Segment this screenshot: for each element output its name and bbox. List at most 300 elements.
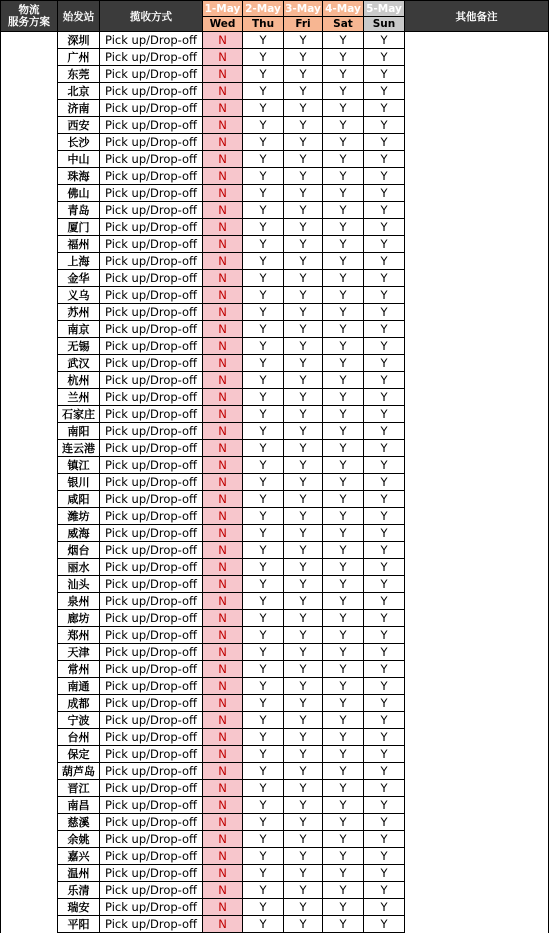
availability-cell: Y (243, 287, 284, 304)
availability-cell: Y (284, 151, 323, 168)
availability-cell: Y (364, 780, 405, 797)
availability-cell: N (203, 610, 243, 627)
availability-cell: Y (323, 440, 364, 457)
origin-station-cell: 葫芦岛 (58, 763, 100, 780)
availability-cell: Y (364, 219, 405, 236)
availability-cell: Y (323, 627, 364, 644)
availability-cell: Y (284, 83, 323, 100)
availability-cell: Y (243, 389, 284, 406)
availability-cell: Y (323, 661, 364, 678)
weekday-header-3: Fri (284, 17, 323, 32)
availability-cell: Y (284, 865, 323, 882)
pickup-method-cell: Pick up/Drop-off (100, 117, 203, 134)
availability-cell: Y (284, 406, 323, 423)
availability-cell: Y (323, 134, 364, 151)
availability-cell: Y (284, 49, 323, 66)
availability-cell: Y (284, 797, 323, 814)
origin-station-cell: 青岛 (58, 202, 100, 219)
origin-station-cell: 南阳 (58, 423, 100, 440)
availability-cell: Y (323, 695, 364, 712)
availability-cell: Y (284, 848, 323, 865)
availability-cell: Y (243, 746, 284, 763)
availability-cell: Y (364, 168, 405, 185)
availability-cell: N (203, 49, 243, 66)
origin-station-cell: 威海 (58, 525, 100, 542)
availability-cell: N (203, 678, 243, 695)
availability-cell: Y (323, 831, 364, 848)
pickup-method-cell: Pick up/Drop-off (100, 440, 203, 457)
schedule-rows (1, 32, 549, 933)
origin-station-cell: 嘉兴 (58, 848, 100, 865)
availability-cell: N (203, 814, 243, 831)
availability-cell: Y (364, 610, 405, 627)
availability-cell: Y (364, 882, 405, 899)
availability-cell: Y (323, 712, 364, 729)
availability-cell: Y (284, 814, 323, 831)
availability-cell: Y (243, 865, 284, 882)
origin-station-cell: 保定 (58, 746, 100, 763)
availability-cell: N (203, 355, 243, 372)
availability-cell: Y (243, 270, 284, 287)
availability-cell: Y (243, 151, 284, 168)
availability-cell: Y (364, 678, 405, 695)
pickup-method-cell: Pick up/Drop-off (100, 763, 203, 780)
availability-cell: Y (323, 304, 364, 321)
pickup-method-cell: Pick up/Drop-off (100, 491, 203, 508)
availability-cell: Y (284, 746, 323, 763)
availability-cell: N (203, 593, 243, 610)
availability-cell: Y (364, 627, 405, 644)
availability-cell: Y (243, 321, 284, 338)
availability-cell: Y (284, 916, 323, 933)
availability-cell: Y (243, 644, 284, 661)
availability-cell: N (203, 287, 243, 304)
availability-cell: Y (364, 134, 405, 151)
availability-cell: Y (364, 83, 405, 100)
availability-cell: N (203, 134, 243, 151)
pickup-method-cell: Pick up/Drop-off (100, 372, 203, 389)
availability-cell: Y (284, 185, 323, 202)
availability-cell: N (203, 66, 243, 83)
availability-cell: Y (284, 66, 323, 83)
origin-station-cell: 台州 (58, 729, 100, 746)
availability-cell: Y (364, 304, 405, 321)
pickup-method-cell: Pick up/Drop-off (100, 576, 203, 593)
availability-cell: Y (243, 406, 284, 423)
availability-cell: N (203, 253, 243, 270)
availability-cell: Y (284, 678, 323, 695)
availability-cell: Y (364, 644, 405, 661)
availability-cell: Y (284, 763, 323, 780)
origin-station-cell: 温州 (58, 865, 100, 882)
pickup-method-cell: Pick up/Drop-off (100, 882, 203, 899)
pickup-method-cell: Pick up/Drop-off (100, 729, 203, 746)
origin-station-cell: 常州 (58, 661, 100, 678)
availability-cell: Y (284, 525, 323, 542)
availability-cell: N (203, 32, 243, 49)
availability-cell: Y (323, 338, 364, 355)
availability-cell: Y (284, 236, 323, 253)
origin-station-cell: 深圳 (58, 32, 100, 49)
pickup-method-cell: Pick up/Drop-off (100, 695, 203, 712)
availability-cell: N (203, 321, 243, 338)
availability-cell: Y (284, 644, 323, 661)
availability-cell: Y (323, 508, 364, 525)
origin-station-cell: 中山 (58, 151, 100, 168)
availability-cell: Y (323, 32, 364, 49)
availability-cell: Y (243, 66, 284, 83)
pickup-method-cell: Pick up/Drop-off (100, 661, 203, 678)
date-header-4: 4-May (323, 1, 364, 17)
origin-station-cell: 汕头 (58, 576, 100, 593)
availability-cell: Y (364, 270, 405, 287)
availability-cell: Y (284, 831, 323, 848)
origin-station-cell: 慈溪 (58, 814, 100, 831)
availability-cell: Y (243, 83, 284, 100)
pickup-method-cell: Pick up/Drop-off (100, 899, 203, 916)
availability-cell: N (203, 712, 243, 729)
availability-cell: N (203, 423, 243, 440)
pickup-method-cell: Pick up/Drop-off (100, 151, 203, 168)
pickup-method-cell: Pick up/Drop-off (100, 848, 203, 865)
origin-station-cell: 瑞安 (58, 899, 100, 916)
availability-cell: Y (323, 202, 364, 219)
availability-cell: N (203, 304, 243, 321)
availability-cell: N (203, 117, 243, 134)
availability-cell: Y (243, 797, 284, 814)
availability-cell: Y (364, 508, 405, 525)
availability-cell: Y (323, 219, 364, 236)
origin-station-cell: 南通 (58, 678, 100, 695)
availability-cell: N (203, 746, 243, 763)
origin-station-cell: 长沙 (58, 134, 100, 151)
availability-cell: Y (323, 83, 364, 100)
availability-cell: Y (284, 100, 323, 117)
availability-cell: Y (243, 882, 284, 899)
pickup-method-cell: Pick up/Drop-off (100, 525, 203, 542)
availability-cell: Y (243, 117, 284, 134)
availability-cell: Y (284, 219, 323, 236)
availability-cell: Y (323, 542, 364, 559)
availability-cell: Y (243, 729, 284, 746)
availability-cell: Y (284, 117, 323, 134)
availability-cell: Y (243, 491, 284, 508)
date-header-1: 1-May (203, 1, 243, 17)
availability-cell: Y (323, 236, 364, 253)
pickup-method-cell: Pick up/Drop-off (100, 389, 203, 406)
availability-cell: Y (364, 117, 405, 134)
weekday-header-5: Sun (364, 17, 405, 32)
availability-cell: Y (364, 423, 405, 440)
availability-cell: Y (243, 457, 284, 474)
pickup-method-cell: Pick up/Drop-off (100, 627, 203, 644)
availability-cell: Y (243, 525, 284, 542)
date-header-2: 2-May (243, 1, 284, 17)
availability-cell: N (203, 627, 243, 644)
availability-cell: Y (243, 678, 284, 695)
availability-cell: Y (323, 729, 364, 746)
availability-cell: N (203, 797, 243, 814)
availability-cell: Y (243, 508, 284, 525)
pickup-method-cell: Pick up/Drop-off (100, 100, 203, 117)
availability-cell: Y (323, 100, 364, 117)
pickup-method-cell: Pick up/Drop-off (100, 83, 203, 100)
availability-cell: Y (364, 746, 405, 763)
availability-cell: Y (243, 168, 284, 185)
availability-cell: N (203, 865, 243, 882)
availability-cell: Y (323, 457, 364, 474)
availability-cell: Y (364, 916, 405, 933)
availability-cell: Y (243, 338, 284, 355)
origin-station-cell: 石家庄 (58, 406, 100, 423)
availability-cell: Y (364, 457, 405, 474)
availability-cell: Y (364, 355, 405, 372)
availability-cell: Y (284, 508, 323, 525)
pickup-method-cell: Pick up/Drop-off (100, 406, 203, 423)
origin-station-cell: 连云港 (58, 440, 100, 457)
availability-cell: N (203, 848, 243, 865)
availability-cell: N (203, 202, 243, 219)
availability-cell: Y (243, 559, 284, 576)
availability-cell: Y (284, 559, 323, 576)
availability-cell: Y (323, 423, 364, 440)
availability-cell: N (203, 508, 243, 525)
availability-cell: N (203, 151, 243, 168)
pickup-method-cell: Pick up/Drop-off (100, 270, 203, 287)
availability-cell: N (203, 661, 243, 678)
availability-cell: Y (323, 372, 364, 389)
origin-station-cell: 烟台 (58, 542, 100, 559)
availability-cell: Y (364, 729, 405, 746)
origin-station-cell: 成都 (58, 695, 100, 712)
availability-cell: Y (364, 661, 405, 678)
pickup-method-cell: Pick up/Drop-off (100, 746, 203, 763)
pickup-method-cell: Pick up/Drop-off (100, 304, 203, 321)
availability-cell: Y (323, 168, 364, 185)
availability-cell: Y (323, 389, 364, 406)
availability-cell: Y (364, 236, 405, 253)
availability-cell: N (203, 372, 243, 389)
date-header-5: 5-May (364, 1, 405, 17)
origin-station-cell: 佛山 (58, 185, 100, 202)
origin-station-cell: 郑州 (58, 627, 100, 644)
availability-cell: Y (284, 695, 323, 712)
availability-cell: Y (364, 865, 405, 882)
availability-cell: Y (243, 219, 284, 236)
pickup-method-cell: Pick up/Drop-off (100, 168, 203, 185)
availability-cell: Y (364, 372, 405, 389)
availability-cell: Y (364, 542, 405, 559)
origin-station-cell: 西安 (58, 117, 100, 134)
pickup-method-cell: Pick up/Drop-off (100, 780, 203, 797)
availability-cell: Y (364, 559, 405, 576)
availability-cell: Y (284, 627, 323, 644)
availability-cell: Y (243, 848, 284, 865)
pickup-method-cell: Pick up/Drop-off (100, 355, 203, 372)
pickup-method-cell: Pick up/Drop-off (100, 423, 203, 440)
pickup-method-cell: Pick up/Drop-off (100, 593, 203, 610)
availability-cell: Y (323, 882, 364, 899)
availability-cell: Y (284, 355, 323, 372)
availability-cell: N (203, 83, 243, 100)
pickup-method-cell: Pick up/Drop-off (100, 134, 203, 151)
availability-cell: Y (284, 32, 323, 49)
weekday-header-2: Thu (243, 17, 284, 32)
origin-station-cell: 晋江 (58, 780, 100, 797)
availability-cell: Y (323, 287, 364, 304)
origin-station-cell: 广州 (58, 49, 100, 66)
availability-cell: Y (243, 661, 284, 678)
pickup-method-cell: Pick up/Drop-off (100, 338, 203, 355)
origin-station-cell: 上海 (58, 253, 100, 270)
pickup-method-cell: Pick up/Drop-off (100, 797, 203, 814)
availability-cell: Y (323, 780, 364, 797)
availability-cell: Y (243, 576, 284, 593)
availability-cell: Y (364, 406, 405, 423)
origin-station-header: 始发站 (58, 1, 100, 32)
availability-cell: N (203, 389, 243, 406)
pickup-method-header: 揽收方式 (100, 1, 203, 32)
availability-cell: Y (323, 321, 364, 338)
origin-station-cell: 银川 (58, 474, 100, 491)
availability-cell: Y (364, 100, 405, 117)
availability-cell: Y (284, 542, 323, 559)
availability-cell: Y (364, 338, 405, 355)
availability-cell: Y (243, 236, 284, 253)
availability-cell: Y (243, 627, 284, 644)
availability-cell: Y (284, 304, 323, 321)
availability-cell: Y (323, 916, 364, 933)
availability-cell: Y (323, 763, 364, 780)
availability-cell: Y (323, 253, 364, 270)
availability-cell: Y (323, 797, 364, 814)
availability-cell: Y (243, 253, 284, 270)
availability-cell: Y (323, 117, 364, 134)
availability-cell: Y (323, 678, 364, 695)
pickup-method-cell: Pick up/Drop-off (100, 236, 203, 253)
remarks-header: 其他备注 (405, 1, 549, 32)
origin-station-cell: 厦门 (58, 219, 100, 236)
origin-station-cell: 武汉 (58, 355, 100, 372)
availability-cell: N (203, 474, 243, 491)
availability-cell: Y (243, 610, 284, 627)
origin-station-cell: 宁波 (58, 712, 100, 729)
origin-station-cell: 乐清 (58, 882, 100, 899)
availability-cell: N (203, 270, 243, 287)
origin-station-cell: 兰州 (58, 389, 100, 406)
availability-cell: N (203, 236, 243, 253)
availability-cell: Y (284, 134, 323, 151)
availability-cell: Y (364, 202, 405, 219)
availability-cell: N (203, 219, 243, 236)
availability-cell: Y (284, 729, 323, 746)
availability-cell: Y (243, 100, 284, 117)
table-row (1, 32, 549, 49)
availability-cell: Y (243, 355, 284, 372)
availability-cell: Y (364, 899, 405, 916)
availability-cell: N (203, 185, 243, 202)
origin-station-cell: 北京 (58, 83, 100, 100)
availability-cell: N (203, 559, 243, 576)
availability-cell: Y (243, 593, 284, 610)
availability-cell: N (203, 899, 243, 916)
pickup-method-cell: Pick up/Drop-off (100, 219, 203, 236)
origin-station-cell: 珠海 (58, 168, 100, 185)
pickup-method-cell: Pick up/Drop-off (100, 474, 203, 491)
availability-cell: Y (364, 831, 405, 848)
availability-cell: Y (364, 287, 405, 304)
availability-cell: Y (323, 899, 364, 916)
availability-cell: Y (323, 66, 364, 83)
availability-cell: Y (364, 763, 405, 780)
availability-cell: Y (243, 712, 284, 729)
availability-cell: Y (284, 474, 323, 491)
pickup-method-cell: Pick up/Drop-off (100, 814, 203, 831)
availability-cell: Y (364, 32, 405, 49)
availability-cell: Y (284, 899, 323, 916)
availability-cell: Y (243, 474, 284, 491)
availability-cell: Y (323, 151, 364, 168)
weekday-header-1: Wed (203, 17, 243, 32)
availability-cell: N (203, 168, 243, 185)
availability-cell: Y (243, 49, 284, 66)
availability-cell: Y (243, 899, 284, 916)
pickup-method-cell: Pick up/Drop-off (100, 49, 203, 66)
pickup-method-cell: Pick up/Drop-off (100, 185, 203, 202)
pickup-method-cell: Pick up/Drop-off (100, 865, 203, 882)
availability-cell: N (203, 440, 243, 457)
remarks-cell (405, 32, 549, 933)
origin-station-cell: 金华 (58, 270, 100, 287)
availability-cell: Y (364, 712, 405, 729)
availability-cell: Y (243, 372, 284, 389)
pickup-method-cell: Pick up/Drop-off (100, 457, 203, 474)
availability-cell: Y (243, 831, 284, 848)
pickup-method-cell: Pick up/Drop-off (100, 831, 203, 848)
origin-station-cell: 福州 (58, 236, 100, 253)
pickup-method-cell: Pick up/Drop-off (100, 287, 203, 304)
availability-cell: Y (364, 593, 405, 610)
availability-cell: N (203, 406, 243, 423)
availability-cell: Y (323, 814, 364, 831)
availability-cell: Y (323, 270, 364, 287)
date-header-3: 3-May (285, 2, 321, 15)
availability-cell: Y (243, 763, 284, 780)
availability-cell: Y (364, 695, 405, 712)
origin-station-cell: 无锡 (58, 338, 100, 355)
availability-cell: Y (364, 814, 405, 831)
availability-cell: Y (364, 253, 405, 270)
weekday-header-4: Sat (323, 17, 364, 32)
availability-cell: Y (364, 576, 405, 593)
origin-station-cell: 南京 (58, 321, 100, 338)
availability-cell: Y (284, 491, 323, 508)
availability-cell: Y (284, 576, 323, 593)
availability-cell: Y (284, 372, 323, 389)
availability-cell: Y (364, 185, 405, 202)
pickup-method-cell: Pick up/Drop-off (100, 253, 203, 270)
availability-cell: N (203, 729, 243, 746)
pickup-method-cell: Pick up/Drop-off (100, 542, 203, 559)
availability-cell: N (203, 916, 243, 933)
pickup-method-cell: Pick up/Drop-off (100, 644, 203, 661)
availability-cell: N (203, 763, 243, 780)
availability-cell: Y (284, 610, 323, 627)
availability-cell: N (203, 780, 243, 797)
availability-cell: Y (284, 389, 323, 406)
availability-cell: Y (284, 661, 323, 678)
pickup-method-cell: Pick up/Drop-off (100, 610, 203, 627)
